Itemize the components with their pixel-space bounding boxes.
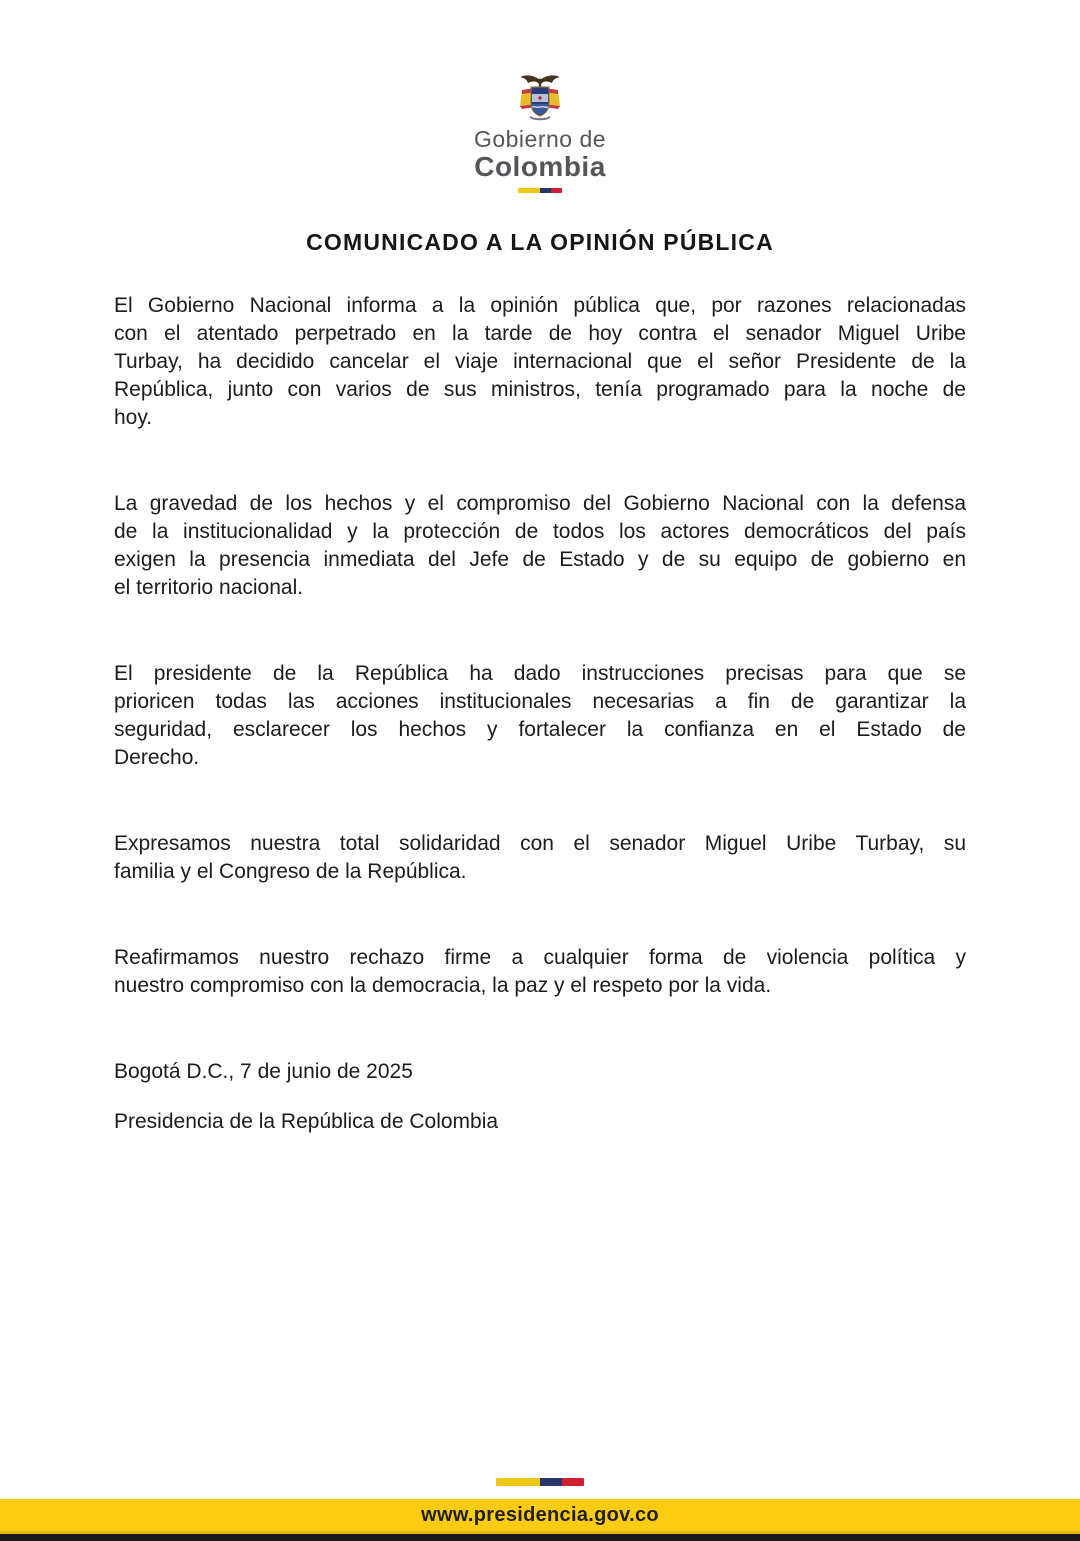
text-line: hoy.	[114, 406, 153, 429]
communique-paragraph	[114, 490, 966, 602]
page-title: COMUNICADO A LA OPINIÓN PÚBLICA	[306, 229, 774, 255]
document-body	[114, 227, 966, 1136]
footer-bar	[0, 1499, 1080, 1531]
text-line: prioricen todas las acciones institucionales necesarias a fin de garantizar la	[114, 690, 966, 713]
text-line: El presidente de la República ha dado instrucciones precisas para que se	[114, 662, 966, 685]
flag-yellow-segment	[496, 1478, 540, 1486]
communique-paragraph	[114, 292, 966, 432]
communique-paragraph	[114, 944, 966, 1000]
footer-black-strip	[0, 1534, 1080, 1541]
logo-flag-bar	[518, 188, 562, 193]
flag-yellow-segment	[518, 188, 540, 193]
text-line: Expresamos nuestra total solidaridad con el senador Miguel Uribe Turbay, su	[114, 832, 966, 855]
paragraphs-container	[114, 292, 966, 1000]
text-line: familia y el Congreso de la República.	[114, 860, 467, 883]
logo-text-gobierno-de: Gobierno de	[473, 126, 607, 152]
coat-of-arms-icon	[512, 74, 568, 124]
flag-blue-segment	[540, 1478, 562, 1486]
text-line: Reafirmamos nuestro rechazo firme a cualquier forma de violencia política y	[114, 946, 966, 969]
text-line: el territorio nacional.	[114, 576, 304, 599]
text-line: República, junto con varios de sus ministros, tenía programado para la noche de	[114, 378, 966, 401]
communique-paragraph	[114, 830, 966, 886]
text-line: de la institucionalidad y la protección de todos los actores democráticos del país	[114, 520, 966, 543]
logo-text-colombia: Colombia	[474, 151, 606, 182]
date-line: Bogotá D.C., 7 de junio de 2025	[114, 1060, 413, 1083]
communique-paragraph	[114, 660, 966, 772]
text-line: nuestro compromiso con la democracia, la paz y el respeto por la vida.	[114, 974, 772, 997]
flag-red-segment	[551, 188, 562, 193]
text-line: seguridad, esclarecer los hechos y fortalecer la confianza en el Estado de	[114, 718, 966, 741]
text-line: exigen la presencia inmediata del Jefe de Estado y de su equipo de gobierno en	[114, 548, 966, 571]
flag-red-segment	[562, 1478, 584, 1486]
text-line: Derecho.	[114, 746, 200, 769]
text-line: con el atentado perpetrado en la tarde de hoy contra el senador Miguel Uribe	[114, 322, 966, 345]
text-line: El Gobierno Nacional informa a la opinión pública que, por razones relacionadas	[114, 294, 966, 317]
gov-colombia-logo	[0, 74, 1080, 193]
text-line: Turbay, ha decidido cancelar el viaje internacional que el señor Presidente de la	[114, 350, 966, 373]
signature-line: Presidencia de la República de Colombia	[114, 1110, 499, 1133]
footer-url: www.presidencia.gov.co	[421, 1503, 659, 1526]
footer-flag-bar	[496, 1478, 584, 1486]
text-line: La gravedad de los hechos y el compromiso del Gobierno Nacional con la defensa	[114, 492, 966, 515]
flag-blue-segment	[540, 188, 551, 193]
